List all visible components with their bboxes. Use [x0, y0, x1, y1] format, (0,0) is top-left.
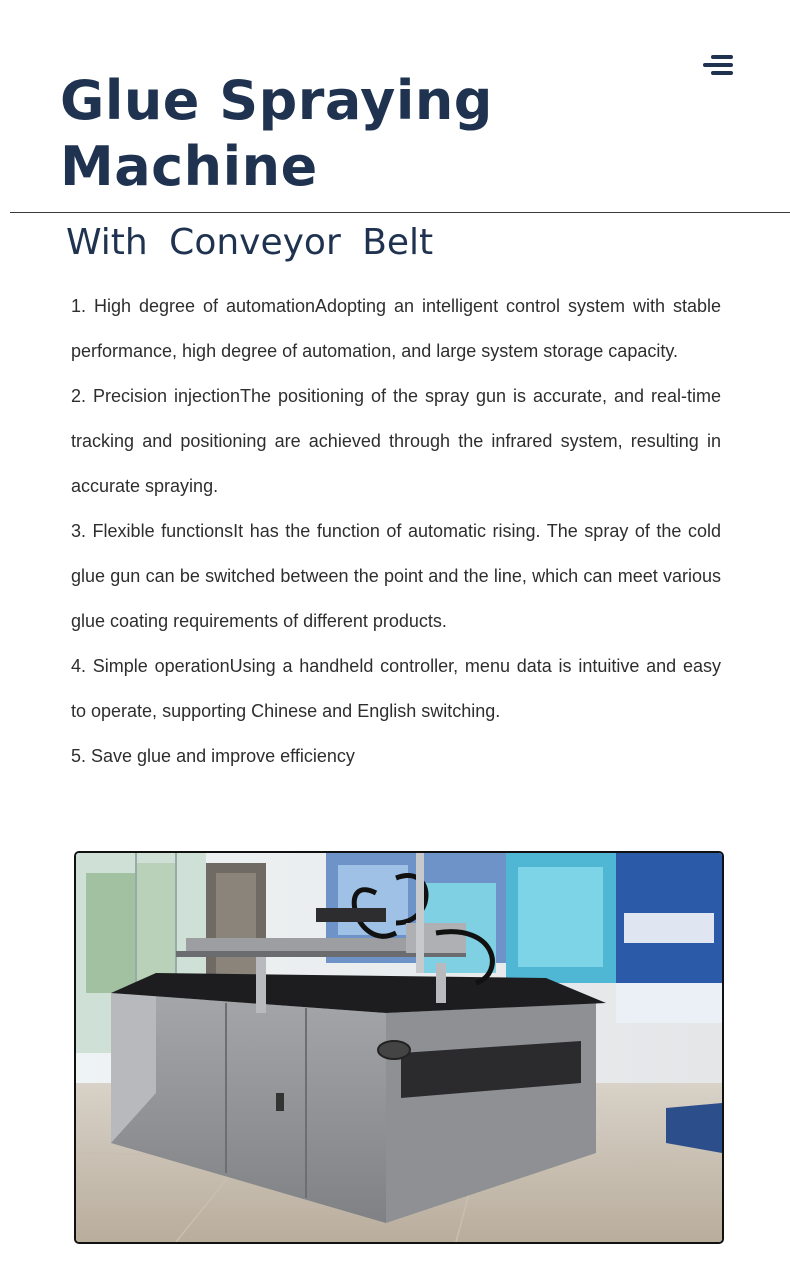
menu-bar-middle: [703, 63, 733, 67]
page-title: [60, 68, 493, 200]
glue-spraying-machine-illustration: [76, 853, 722, 1242]
feature-list: [71, 284, 721, 779]
feature-item-5: 5. Save glue and improve efficiency: [71, 746, 355, 766]
title-divider: [10, 212, 790, 213]
menu-bar-top: [711, 55, 733, 59]
title-line-1: Glue Spraying: [60, 69, 493, 132]
menu-bar-bottom: [711, 71, 733, 75]
feature-item-2: 2. Precision injectionThe positioning of the spray gun is accurate, and real-time tracking and positioning are achieved through the infrared system, resulting in accurate spraying.: [71, 386, 721, 496]
feature-item-4: 4. Simple operationUsing a handheld controller, menu data is intuitive and easy to operate, supporting Chinese and English switching.: [71, 656, 721, 721]
feature-item-1: 1. High degree of automationAdopting an intelligent control system with stable performance, high degree of automation, and large system storage capacity.: [71, 296, 721, 361]
product-photo: [74, 851, 724, 1244]
title-line-2: Machine: [60, 135, 318, 198]
hamburger-menu-icon[interactable]: [703, 53, 735, 77]
page-subtitle: With Conveyor Belt: [66, 222, 434, 263]
feature-item-3: 3. Flexible functionsIt has the function of automatic rising. The spray of the cold glue gun can be switched between the point and the line, which can meet various glue coating requirements of different products.: [71, 521, 721, 631]
